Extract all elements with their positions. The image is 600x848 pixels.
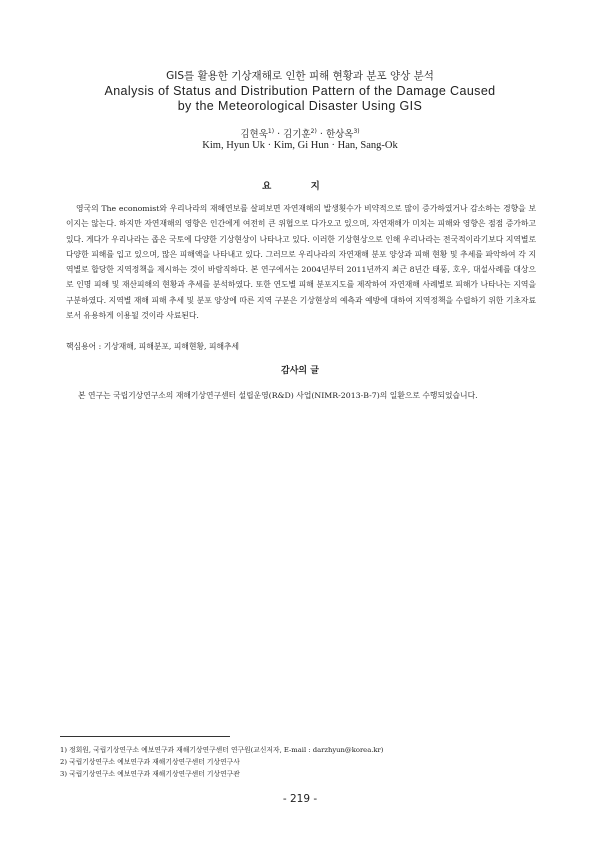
footnote-item: 3) 국립기상연구소 예보연구과 재해기상연구센터 기상연구관 [60,770,240,779]
author-footnote-mark: 1) [267,128,275,135]
footnotes [60,744,540,781]
page-number: - 219 - [282,793,318,805]
author-name: 김현욱 [240,129,268,140]
author-name: 김기훈 [283,129,311,140]
title-korean: GIS를 활용한 기상재해로 인한 피해 현황과 분포 양상 분석 [166,70,434,82]
author-footnote-mark: 3) [353,128,360,135]
acknowledgement-heading: 감사의 글 [281,366,319,376]
footnote-item: 2) 국립기상연구소 예보연구과 재해기상연구센터 기상연구사 [60,758,240,767]
author-separator: · [319,129,323,140]
author-separator: · [277,129,281,140]
author-footnote-mark: 2) [310,128,317,135]
keywords: 핵심용어 : 기상재해, 피해분포, 피해현황, 피해추세 [66,342,240,351]
author-name: 한상옥 [325,129,354,140]
acknowledgement-body: 본 연구는 국립기상연구소의 재해기상연구센터 설립운영(R&D) 사업(NIMR-2013-B-7)의 일환으로 수행되었습니다. [78,391,478,400]
title-english-line1: Analysis of Status and Distribution Pattern of the Damage Caused [104,84,496,98]
abstract-heading: 요 지 [262,181,338,192]
footnote-divider [60,736,230,737]
abstract-body: 영국의 The economist와 우리나라의 재해연보를 살펴보면 자연재해의 발생횟수가 비약적으로 많이 증가하였거나 감소하는 경향을 보이지는 않는다. 하지만 자연재해의 영향은 인간에게 여전히 큰 위협으로 다가오고 있으며, 자연재해가 미치는 피해와 영향은 점점 증가하고 있다. 게다가 우리나라는 좁은 국토에 다양한 기상현상이 나타나고 있다. 이러한 기상현상으로 인해 우리나라는 전국적이라기보다 지역별로 다양한 피해를 입고 있으며, 많은 피해액을 나타내고 있다. 그러므로 우리나라의 자연재해 분포 양상과 피해 현황 및 추세를 파악하여 각 지역별로 합당한 지역정책을 제시하는 것이 바람직하다. 본 연구에서는 2004년부터 2011년까지 최근 8년간 태풍, 호우, 대설사례를 대상으로 인명 피해 및 재산피해의 현황과 추세를 분석하였다. 또한 연도별 피해 분포지도를 제작하여 자연재해 사례별로 피해가 나타나는 지역을 구분하였다. 지역별 재해 피해 추세 및 분포 양상에 따른 지역 구분은 기상현상의 예측과 예방에 대하여 지역정책을 수립하기 위한 기초자료로서 유용하게 이용될 것이라 사료된다. [66,204,536,321]
title-english-line2: by the Meteorological Disaster Using GIS [177,99,423,113]
authors-english: Kim, Hyun Uk · Kim, Gi Hun · Han, Sang-Ok [202,140,398,151]
footnote-item: 1) 정회원, 국립기상연구소 예보연구과 재해기상연구센터 연구원(교신저자, E-mail : darzhyun@korea.kr) [60,746,384,754]
authors-korean [0,126,600,140]
